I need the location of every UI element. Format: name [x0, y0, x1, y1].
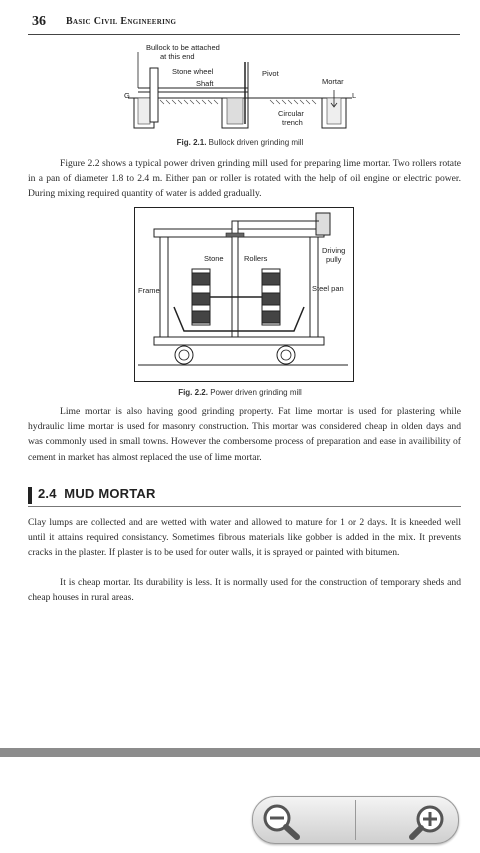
- label-driving: Driving: [322, 246, 346, 255]
- label-stone: Stone: [204, 254, 224, 263]
- page-bottom-divider: [0, 748, 480, 757]
- page-header: [28, 14, 460, 35]
- label-trench: trench: [282, 118, 303, 127]
- label-circular: Circular: [278, 109, 304, 118]
- zoom-out-button[interactable]: [253, 797, 355, 843]
- paragraph-4: It is cheap mortar. Its durability is less. It is normally used for the construction of temporary sheds and cheap houses in rural areas.: [28, 577, 461, 604]
- label-frame: Frame: [138, 286, 160, 295]
- zoom-control: [252, 796, 459, 844]
- figure-caption-1: [0, 138, 480, 147]
- paragraph-2: Lime mortar is also having good grinding property. Fat lime mortar is used for plastering while hydraulic lime mortar is used for masonry construction. This mortar was considered cheap in olden days and was commonly used in small towns. However the combersome process of preparation and ease in availibility of cement in market has almost replaced the use of lime mortar.: [28, 406, 461, 463]
- section-heading: [28, 486, 461, 507]
- running-head: Basic Civil Engineering: [66, 16, 177, 27]
- label-bullock: Bullock to be attached: [146, 43, 220, 52]
- label-steel-pan: Steel pan: [312, 284, 344, 293]
- label-pivot: Pivot: [262, 69, 279, 78]
- section-marker: [28, 487, 32, 504]
- zoom-in-button[interactable]: [356, 797, 458, 843]
- label-stone-wheel: Stone wheel: [172, 67, 214, 76]
- zoom-in-icon: [356, 797, 458, 843]
- label-mortar: Mortar: [322, 77, 344, 86]
- label-shaft: Shaft: [196, 79, 214, 88]
- figure-bullock-mill: [120, 40, 360, 132]
- figure-caption-2: [0, 388, 480, 397]
- label-g: G: [124, 91, 130, 100]
- section-number: 2.4: [38, 486, 57, 501]
- zoom-out-icon: [253, 797, 355, 843]
- figure-power-mill: [134, 207, 354, 382]
- label-pully: pully: [326, 255, 342, 264]
- label-l: L: [352, 91, 357, 100]
- caption-number-2: Fig. 2.2.: [178, 388, 208, 397]
- caption-text-2: Power driven grinding mill: [210, 388, 302, 397]
- section-title: [38, 486, 156, 501]
- caption-number-1: Fig. 2.1.: [176, 138, 207, 147]
- page-number: 36: [32, 14, 46, 29]
- caption-text-1: Bullock driven grinding mill: [208, 138, 304, 147]
- label-rollers: Rollers: [244, 254, 268, 263]
- label-bullock-2: at this end: [160, 52, 195, 61]
- paragraph-3: Clay lumps are collected and are wetted with water and allowed to mature for 1 or 2 days. It is kneeded well until it attains required consistancy. Sometimes fibrous materials like gobber is added in the mix. It prevents cracks in the plaster. If plaster is to be used for outer walls, it is sprayed or painted with bitumen.: [28, 517, 461, 559]
- section-title-text: MUD MORTAR: [64, 486, 156, 501]
- paragraph-1: Figure 2.2 shows a typical power driven grinding mill used for preparing lime mortar. Two rollers rotate in a pan of diameter 1.8 to 2.4 m. Either pan or roller is rotated with the help of oil engine or electric power. During mixing required quantity of water is added gradually.: [28, 158, 461, 200]
